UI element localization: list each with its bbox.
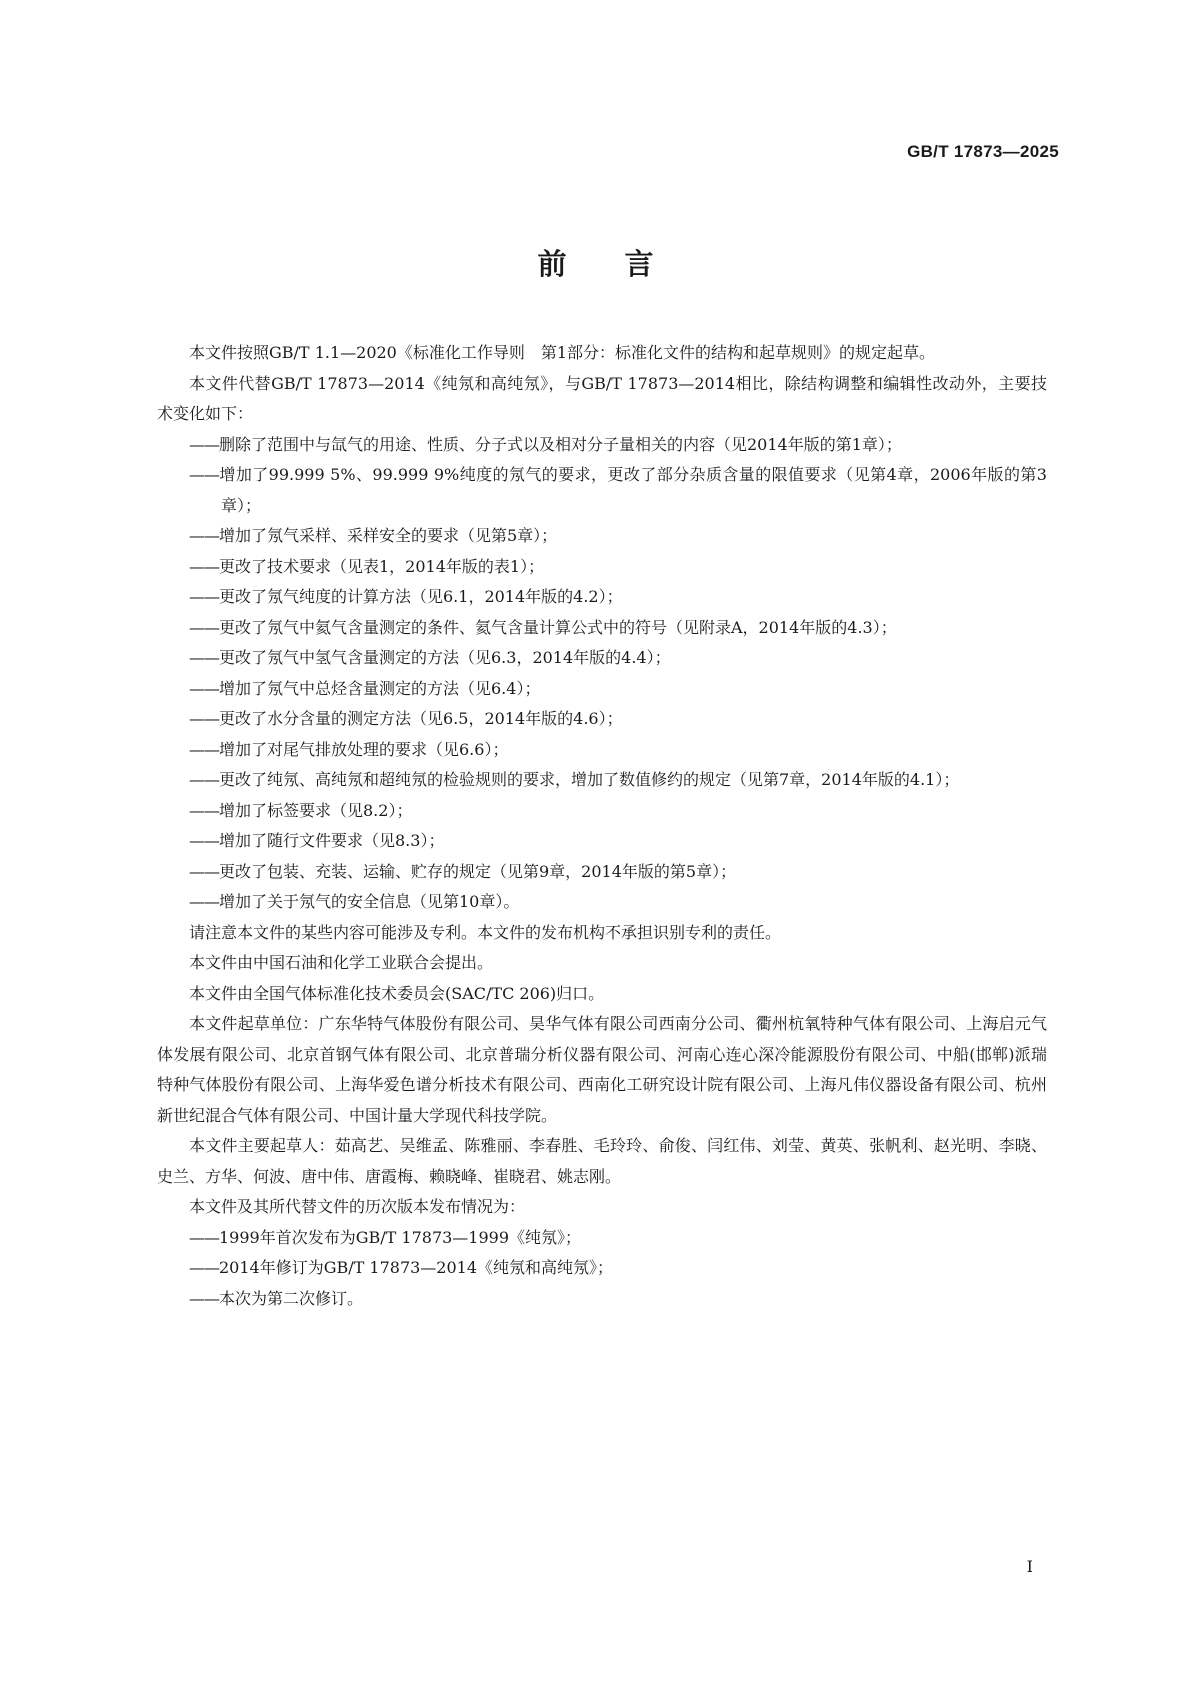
change-item: —— 更改了水分含量的测定方法（见6.5，2014年版的4.6）； (157, 704, 1047, 735)
page-title-char-1: 前 (537, 247, 567, 281)
change-item: —— 增加了关于氖气的安全信息（见第10章）。 (157, 887, 1047, 918)
change-item: —— 更改了氖气中氦气含量测定的条件、氦气含量计算公式中的符号（见附录A，2014年版的4.3）； (157, 613, 1047, 644)
change-item: —— 更改了纯氖、高纯氖和超纯氖的检验规则的要求，增加了数值修约的规定（见第7章，2014年版的4.1）； (157, 765, 1047, 796)
drafters: 本文件主要起草人：茹高艺、吴维孟、陈雅丽、李春胜、毛玲玲、俞俊、闫红伟、刘莹、黄英、张帆利、赵光明、李晓、史兰、方华、何波、唐中伟、唐霞梅、赖晓峰、崔晓君、姚志刚。 (157, 1136, 1047, 1186)
change-item: —— 更改了氖气纯度的计算方法（见6.1，2014年版的4.2）； (157, 582, 1047, 613)
change-item: —— 增加了对尾气排放处理的要求（见6.6）； (157, 735, 1047, 766)
change-item: —— 增加了99.999 5%、99.999 9%纯度的氖气的要求，更改了部分杂质含量的限值要求（见第4章，2006年版的第3章）； (157, 460, 1047, 521)
foreword-body (157, 338, 1047, 1314)
drafting-units: 本文件起草单位：广东华特气体股份有限公司、昊华气体有限公司西南分公司、衢州杭氧特种气体有限公司、上海启元气体发展有限公司、北京首钢气体有限公司、北京普瑞分析仪器有限公司、河南心连心深冷能源股份有限公司、中船(邯郸)派瑞特种气体股份有限公司、上海华爱色谱分析技术有限公司、西南化工研究设计院有限公司、上海凡伟仪器设备有限公司、杭州新世纪混合气体有限公司、中国计量大学现代科技学院。 (157, 1014, 1047, 1125)
patent-note: 请注意本文件的某些内容可能涉及专利。本文件的发布机构不承担识别专利的责任。 (189, 922, 782, 942)
change-item: —— 更改了技术要求（见表1，2014年版的表1）； (157, 552, 1047, 583)
page-title-char-2: 言 (624, 247, 654, 281)
page-number: I (1026, 1557, 1033, 1576)
proposer-note: 本文件由中国石油和化学工业联合会提出。 (189, 953, 494, 972)
intro-paragraph: 本文件按照GB/T 1.1—2020《标准化工作导则 第1部分：标准化文件的结构和起草规则》的规定起草。 (189, 343, 936, 362)
page-title (0, 242, 1191, 283)
change-item: —— 增加了氖气采样、采样安全的要求（见第5章）； (157, 521, 1047, 552)
history-item: —— 1999年首次发布为GB/T 17873—1999《纯氖》； (157, 1223, 1047, 1254)
history-item: —— 本次为第二次修订。 (157, 1284, 1047, 1315)
change-item: —— 增加了氖气中总烃含量测定的方法（见6.4）； (157, 674, 1047, 705)
change-item: —— 增加了随行文件要求（见8.3）； (157, 826, 1047, 857)
change-item: —— 删除了范围中与氙气的用途、性质、分子式以及相对分子量相关的内容（见2014年版的第1章）； (157, 430, 1047, 461)
intro-paragraph: 本文件代替GB/T 17873—2014《纯氖和高纯氖》，与GB/T 17873—2014相比，除结构调整和编辑性改动外，主要技术变化如下： (157, 373, 1047, 423)
change-item: —— 更改了氖气中氢气含量测定的方法（见6.3，2014年版的4.4）； (157, 643, 1047, 674)
change-item: —— 增加了标签要求（见8.2）； (157, 796, 1047, 827)
history-item: —— 2014年修订为GB/T 17873—2014《纯氖和高纯氖》； (157, 1253, 1047, 1284)
committee-note: 本文件由全国气体标准化技术委员会(SAC/TC 206)归口。 (189, 983, 605, 1003)
change-item: —— 更改了包装、充装、运输、贮存的规定（见第9章，2014年版的第5章）； (157, 857, 1047, 888)
history-intro: 本文件及其所代替文件的历次版本发布情况为： (189, 1197, 526, 1216)
standard-code: GB/T 17873—2025 (907, 142, 1059, 161)
